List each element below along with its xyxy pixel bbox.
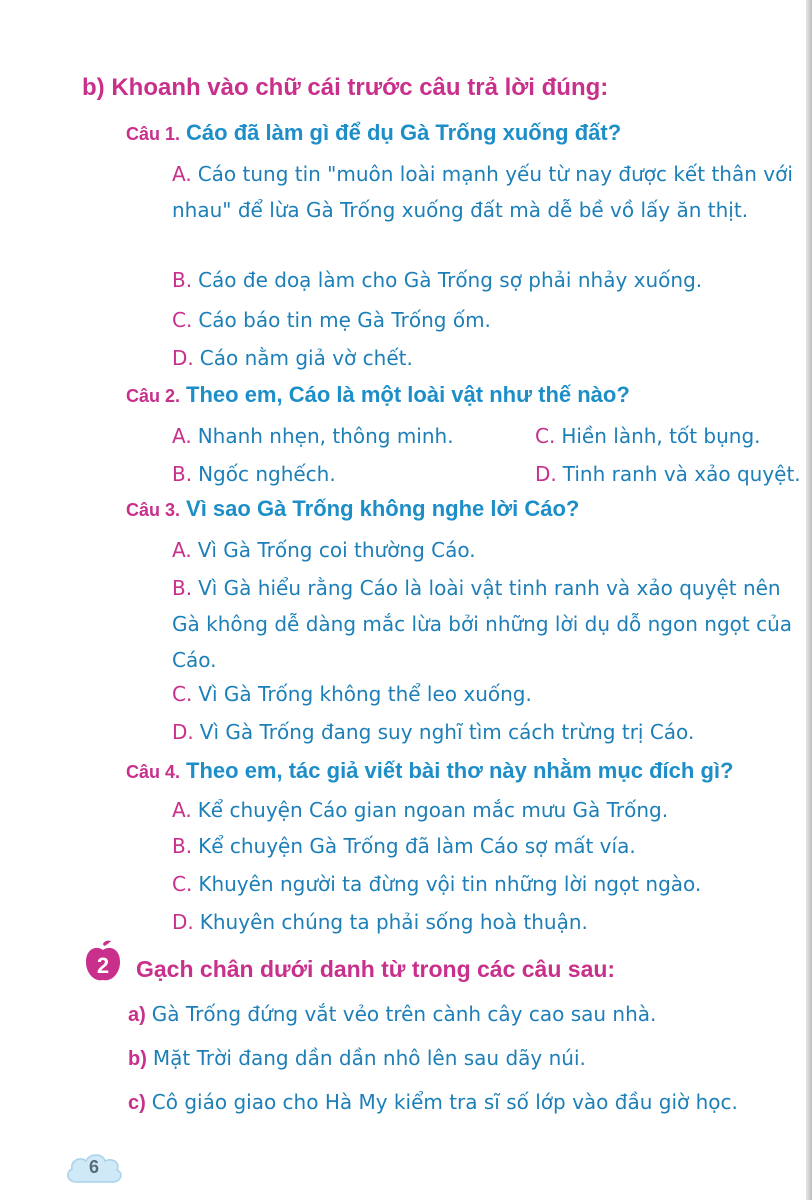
section-2-title: Gạch chân dưới danh từ trong các câu sau: — [136, 956, 616, 982]
q1-option-b — [172, 262, 702, 298]
question-2 — [126, 382, 630, 408]
question-2-text: Theo em, Cáo là một loài vật như thế nào? — [186, 382, 630, 407]
q1-option-a-letter: A. — [172, 162, 192, 186]
q1-option-d-text: Cáo nằm giả vờ chết. — [199, 346, 413, 370]
question-4-text: Theo em, tác giả viết bài thơ này nhằm mục đích gì? — [186, 758, 734, 783]
q3-option-d-text: Vì Gà Trống đang suy nghĩ tìm cách trừng trị Cáo. — [199, 720, 695, 744]
q3-option-d — [172, 714, 694, 750]
q3-option-b — [172, 570, 806, 678]
q2-option-a-text: Nhanh nhẹn, thông minh. — [197, 424, 454, 448]
q2-option-d-text: Tinh ranh và xảo quyệt. — [562, 462, 801, 486]
q1-option-a — [172, 156, 806, 228]
section-2-item-c-text: Cô giáo giao cho Hà My kiểm tra sĩ số lớp vào đầu giờ học. — [151, 1090, 738, 1114]
question-4-number: Câu 4. — [126, 762, 181, 782]
q4-option-b — [172, 828, 636, 864]
section-2-item-b-letter: b) — [128, 1048, 147, 1070]
q4-option-c-letter: C. — [172, 872, 193, 896]
q4-option-b-text: Kể chuyện Gà Trống đã làm Cáo sợ mất vía. — [198, 834, 636, 858]
q3-option-d-letter: D. — [172, 720, 194, 744]
page-number: 6 — [88, 1157, 99, 1177]
question-1-text: Cáo đã làm gì để dụ Gà Trống xuống đất? — [186, 120, 622, 145]
q1-option-d-letter: D. — [172, 346, 194, 370]
q3-option-c-letter: C. — [172, 682, 193, 706]
question-3-text: Vì sao Gà Trống không nghe lời Cáo? — [186, 496, 580, 521]
q1-option-d — [172, 340, 413, 376]
page-edge — [806, 0, 812, 1200]
q3-option-a — [172, 532, 476, 568]
q2-option-b-text: Ngốc nghếch. — [198, 462, 336, 486]
q1-option-c-text: Cáo báo tin mẹ Gà Trống ốm. — [198, 308, 491, 332]
question-2-number: Câu 2. — [126, 386, 181, 406]
q2-option-c — [535, 418, 761, 454]
q1-option-c-letter: C. — [172, 308, 193, 332]
q1-option-b-text: Cáo đe doạ làm cho Gà Trống sợ phải nhảy xuống. — [198, 268, 703, 292]
q2-option-a — [172, 418, 454, 454]
section-2-item-b — [128, 1046, 586, 1071]
q4-option-a — [172, 792, 668, 828]
q3-option-a-letter: A. — [172, 538, 192, 562]
q4-option-a-letter: A. — [172, 798, 192, 822]
q1-option-b-letter: B. — [172, 268, 193, 292]
q3-option-c — [172, 676, 532, 712]
section-2-item-a-text: Gà Trống đứng vắt vẻo trên cành cây cao sau nhà. — [151, 1002, 657, 1026]
apple-number-badge — [84, 940, 122, 984]
question-1 — [126, 120, 621, 146]
q3-option-c-text: Vì Gà Trống không thể leo xuống. — [198, 682, 532, 706]
q4-option-b-letter: B. — [172, 834, 193, 858]
q2-option-b-letter: B. — [172, 462, 193, 486]
q4-option-c — [172, 866, 701, 902]
q2-option-b — [172, 456, 336, 492]
q3-option-b-letter: B. — [172, 576, 193, 600]
q1-option-c — [172, 302, 491, 338]
q4-option-c-text: Khuyên người ta đừng vội tin những lời ngọt ngào. — [198, 872, 702, 896]
section-2-number: 2 — [96, 953, 110, 978]
section-2-item-c — [128, 1090, 738, 1115]
q3-option-b-text: Vì Gà hiểu rằng Cáo là loài vật tinh ranh và xảo quyệt nên Gà không dễ dàng mắc lừa bởi những lời dụ dỗ ngon ngọt của Cáo. — [172, 576, 793, 672]
q2-option-c-text: Hiền lành, tốt bụng. — [561, 424, 761, 448]
q1-option-a-text: Cáo tung tin "muôn loài mạnh yếu từ nay được kết thân với nhau" để lừa Gà Trống xuống đất mà dễ bề vồ lấy ăn thịt. — [172, 162, 793, 222]
q4-option-d — [172, 904, 588, 940]
part-b-heading: b) Khoanh vào chữ cái trước câu trả lời đúng: — [82, 74, 609, 101]
question-3-number: Câu 3. — [126, 500, 181, 520]
q2-option-a-letter: A. — [172, 424, 192, 448]
q4-option-d-letter: D. — [172, 910, 194, 934]
section-2-item-a-letter: a) — [128, 1004, 146, 1026]
section-2-item-b-text: Mặt Trời đang dần dần nhô lên sau dãy núi. — [152, 1046, 586, 1070]
q4-option-a-text: Kể chuyện Cáo gian ngoan mắc mưu Gà Trống. — [197, 798, 669, 822]
q2-option-d-letter: D. — [535, 462, 557, 486]
section-2-item-a — [128, 1002, 656, 1027]
apple-leaf-icon — [103, 941, 111, 946]
q4-option-d-text: Khuyên chúng ta phải sống hoà thuận. — [199, 910, 588, 934]
question-4 — [126, 758, 733, 784]
question-1-number: Câu 1. — [126, 124, 181, 144]
question-3 — [126, 496, 579, 522]
q2-option-c-letter: C. — [535, 424, 556, 448]
q3-option-a-text: Vì Gà Trống coi thường Cáo. — [197, 538, 476, 562]
page-number-badge — [62, 1148, 126, 1188]
q2-option-d — [535, 456, 801, 492]
section-2-item-c-letter: c) — [128, 1092, 146, 1114]
